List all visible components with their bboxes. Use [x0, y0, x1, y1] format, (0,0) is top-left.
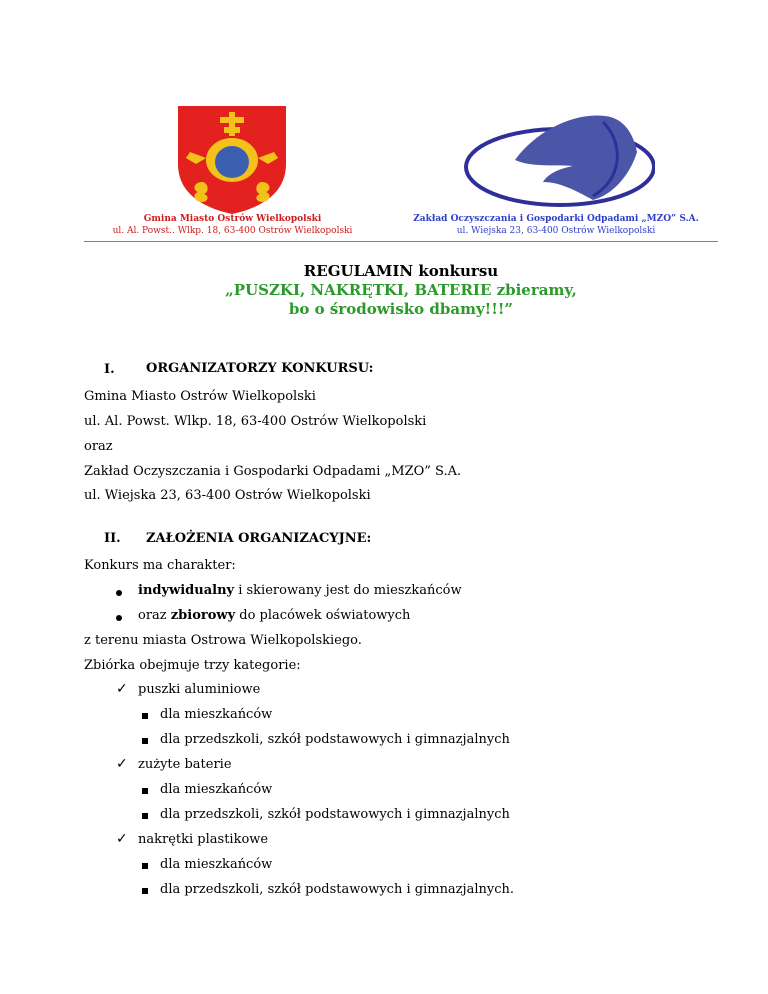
category-sub: dla przedszkoli, szkół podstawowych i gimnazjalnych — [160, 807, 510, 822]
category-sub: dla mieszkańców — [160, 857, 273, 872]
organizer-line: Zakład Oczyszczania i Gospodarki Odpadami „MZO” S.A. — [84, 464, 462, 479]
title-line-2: „PUSZKI, NAKRĘTKI, BATERIE zbieramy, — [225, 281, 577, 299]
square-bullet-icon — [142, 788, 148, 794]
category-sub: dla przedszkoli, szkół podstawowych i gimnazjalnych — [160, 732, 510, 747]
checkmark-icon: ✓ — [116, 831, 128, 847]
square-bullet-icon — [142, 863, 148, 869]
categories-intro: Zbiórka obejmuje trzy kategorie: — [84, 658, 301, 673]
section-1-heading: ORGANIZATORZY KONKURSU: — [146, 361, 374, 376]
right-org-name: Zakład Oczyszczania i Gospodarki Odpadami „MZO” S.A. — [413, 214, 699, 224]
section-1-number: I. — [104, 362, 115, 377]
title-line-1: REGULAMIN konkursu — [303, 262, 499, 280]
category-name: puszki aluminiowe — [138, 682, 261, 697]
left-org-address: ul. Al. Powst.. Wlkp. 18, 63-400 Ostrów Wielkopolski — [112, 226, 353, 236]
square-bullet-icon — [142, 738, 148, 744]
right-org-caption — [412, 213, 700, 237]
organizer-line: oraz — [84, 439, 113, 454]
left-org-name: Gmina Miasto Ostrów Wielkopolski — [143, 214, 322, 224]
section-2-heading: ZAŁOŻENIA ORGANIZACYJNE: — [146, 531, 372, 546]
square-bullet-icon — [142, 888, 148, 894]
category-sub: dla mieszkańców — [160, 707, 273, 722]
area-line: z terenu miasta Ostrowa Wielkopolskiego. — [84, 633, 362, 648]
right-org-address: ul. Wiejska 23, 63-400 Ostrów Wielkopolski — [456, 226, 656, 236]
organizer-line: Gmina Miasto Ostrów Wielkopolski — [84, 389, 316, 404]
category-name: zużyte baterie — [138, 757, 232, 772]
section-2-intro: Konkurs ma charakter: — [84, 558, 236, 573]
category-sub: dla mieszkańców — [160, 782, 273, 797]
bullet-collective: oraz zbiorowy do placówek oświatowych — [138, 608, 411, 623]
square-bullet-icon — [142, 713, 148, 719]
section-2-number: II. — [104, 531, 121, 546]
category-name: nakrętki plastikowe — [138, 832, 269, 847]
city-coat-of-arms-logo — [172, 102, 292, 216]
bullet-dot — [116, 590, 122, 596]
header-divider — [84, 241, 718, 242]
left-org-caption — [100, 213, 365, 237]
square-bullet-icon — [142, 813, 148, 819]
document-title — [84, 262, 718, 319]
title-line-3: bo o środowisko dbamy!!!” — [288, 300, 514, 318]
mzo-fish-logo — [455, 102, 655, 212]
organizer-line: ul. Al. Powst. Wlkp. 18, 63-400 Ostrów Wielkopolski — [84, 414, 427, 429]
bullet-individual: indywidualny i skierowany jest do mieszkańców — [138, 583, 462, 598]
checkmark-icon: ✓ — [116, 756, 128, 772]
category-sub: dla przedszkoli, szkół podstawowych i gimnazjalnych. — [160, 882, 514, 897]
organizer-line: ul. Wiejska 23, 63-400 Ostrów Wielkopolski — [84, 488, 371, 503]
checkmark-icon: ✓ — [116, 681, 128, 697]
bullet-dot — [116, 615, 122, 621]
